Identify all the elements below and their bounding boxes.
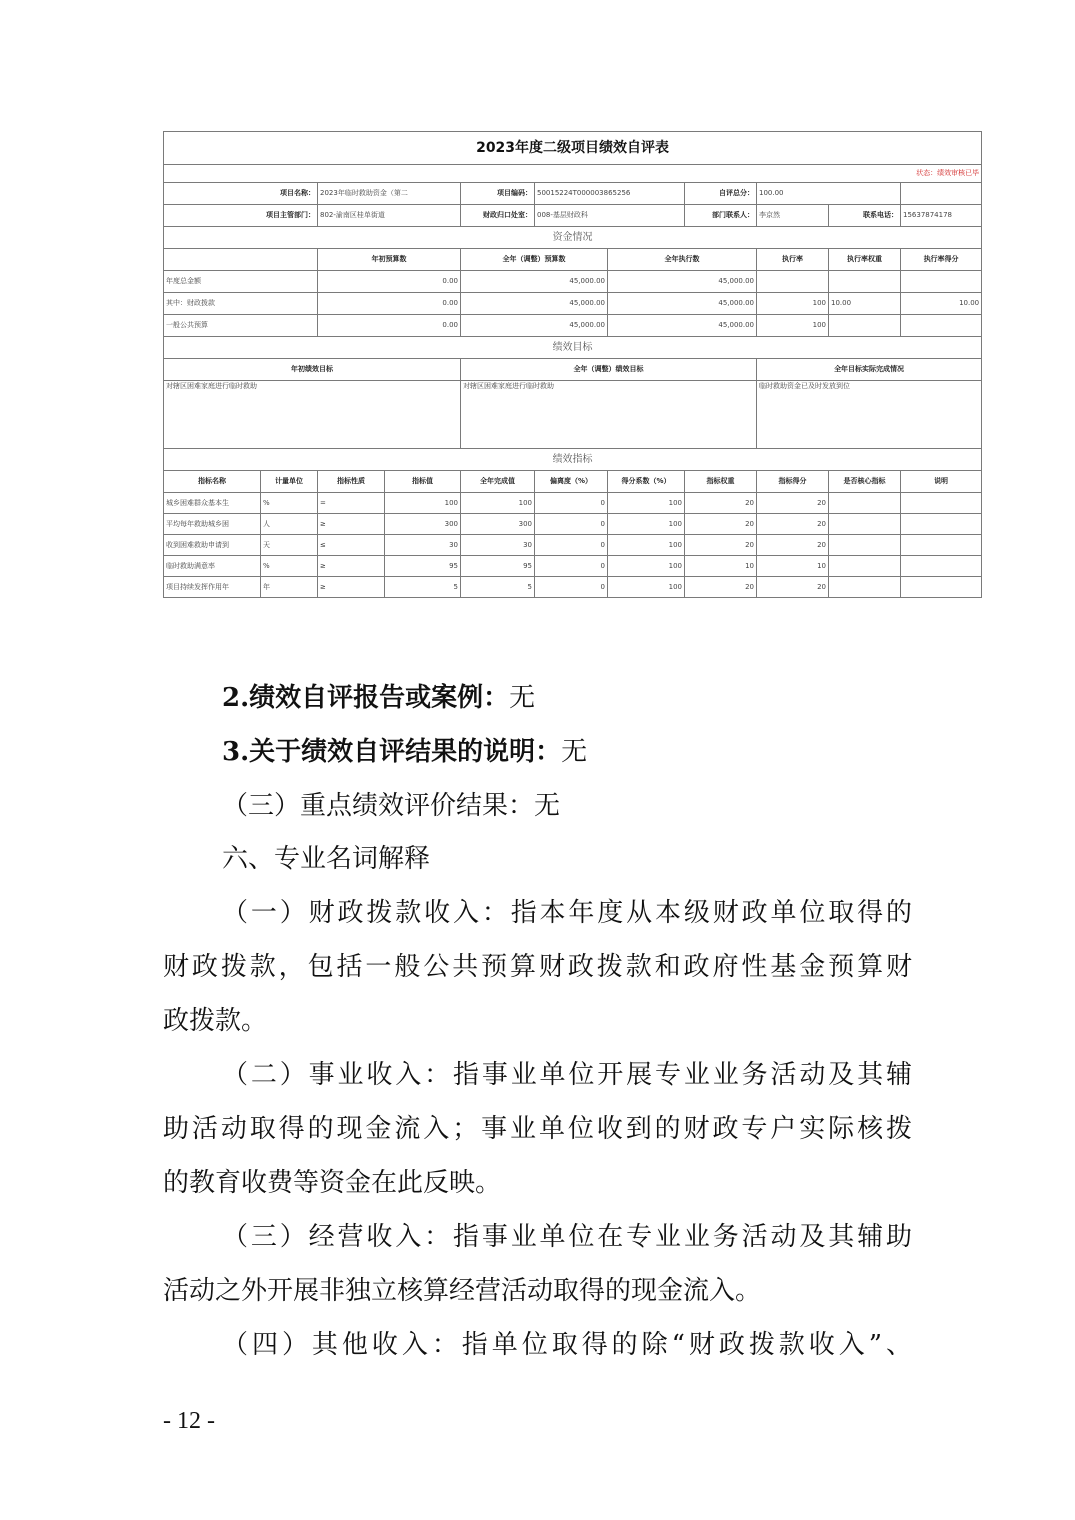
status-value: 绩效审核已毕 [937, 169, 980, 177]
indicator-cell: 0 [535, 493, 608, 514]
paragraph-line: 政拨款。 [163, 1006, 268, 1036]
indicator-cell: 平均每年救助城乡困 [164, 514, 261, 535]
fund-cell: 45,000.00 [461, 293, 608, 315]
status-label: 状态： [916, 169, 938, 177]
goal-adjusted: 对辖区困难家庭进行临时救助 [461, 381, 757, 449]
fund-cell: 0.00 [318, 271, 461, 293]
indicator-cell: 100 [461, 493, 535, 514]
indicator-section-header: 绩效指标 [164, 449, 982, 471]
indicator-cell: 5 [461, 577, 535, 598]
indicator-header: 是否核心指标 [829, 471, 901, 493]
page-number: - 12 - [163, 1408, 215, 1434]
paragraph-line: 的教育收费等资金在此反映。 [163, 1168, 502, 1198]
indicator-cell [901, 493, 982, 514]
indicator-header-row [164, 471, 982, 493]
fund-cell: 0.00 [318, 293, 461, 315]
goal-header-adjusted: 全年（调整）绩效目标 [461, 359, 757, 381]
dept-value: 802-渝南区桂单街道 [318, 205, 461, 227]
fund-cell: 10.00 [829, 293, 901, 315]
contact-label: 部门联系人： [685, 205, 757, 227]
indicator-cell: 0 [535, 556, 608, 577]
indicator-cell: 项目持续发挥作用年 [164, 577, 261, 598]
indicator-header: 指标得分 [757, 471, 829, 493]
fund-cell: 其中：财政拨款 [164, 293, 318, 315]
indicator-cell [901, 556, 982, 577]
indicator-row [164, 493, 982, 514]
indicator-row [164, 514, 982, 535]
indicator-header: 指标值 [385, 471, 461, 493]
indicator-row [164, 556, 982, 577]
performance-self-evaluation-table [163, 131, 982, 598]
indicator-cell: 20 [685, 535, 757, 556]
item-2-label: 2.绩效自评报告或案例： [222, 683, 510, 713]
project-code-value: 50015224T000003865256 [535, 183, 685, 205]
indicator-cell: 10 [757, 556, 829, 577]
indicator-cell: 城乡困难群众基本生 [164, 493, 261, 514]
fund-header-1: 年初预算数 [318, 249, 461, 271]
indicator-header: 得分系数（%） [608, 471, 685, 493]
indicator-cell: 20 [757, 577, 829, 598]
fund-cell: 45,000.00 [461, 315, 608, 337]
project-name-value: 2023年临时救助资金（第二 [318, 183, 461, 205]
paragraph-line: （三）经营收入：指事业单位在专业业务活动及其辅助 [222, 1222, 912, 1252]
fund-row [164, 293, 982, 315]
indicator-cell: 0 [535, 577, 608, 598]
fund-cell [757, 271, 829, 293]
goal-actual: 临时救助资金已及时发放到位 [757, 381, 982, 449]
fund-row [164, 271, 982, 293]
project-code-label: 项目编码： [461, 183, 535, 205]
paragraph-line: 活动之外开展非独立核算经营活动取得的现金流入。 [163, 1276, 762, 1306]
indicator-cell: 20 [685, 493, 757, 514]
indicator-cell: 30 [385, 535, 461, 556]
indicator-cell: 人 [261, 514, 318, 535]
fund-header-5: 执行率权重 [829, 249, 901, 271]
fund-cell [901, 315, 982, 337]
indicator-cell: ≥ [318, 514, 385, 535]
paragraph-line: （四）其他收入：指单位取得的除“财政拨款收入”、 [222, 1330, 912, 1360]
fund-cell: 一般公共预算 [164, 315, 318, 337]
paragraph-line: （二）事业收入：指事业单位开展专业业务活动及其辅 [222, 1060, 912, 1090]
self-score-label: 自评总分： [685, 183, 757, 205]
indicator-cell [829, 535, 901, 556]
indicator-cell [901, 577, 982, 598]
fund-cell [901, 271, 982, 293]
indicator-cell: 300 [461, 514, 535, 535]
indicator-cell: ≤ [318, 535, 385, 556]
fund-cell: 年度总金额 [164, 271, 318, 293]
indicator-cell: 20 [757, 514, 829, 535]
goal-initial: 对辖区困难家庭进行临时救助 [164, 381, 461, 449]
indicator-cell [829, 493, 901, 514]
empty-cell [901, 183, 982, 205]
fund-row [164, 315, 982, 337]
fund-header-0 [164, 249, 318, 271]
indicator-cell [829, 514, 901, 535]
indicator-cell: 10 [685, 556, 757, 577]
indicator-cell: 100 [608, 556, 685, 577]
indicator-row [164, 577, 982, 598]
fund-cell: 45,000.00 [608, 271, 757, 293]
fund-cell: 100 [757, 315, 829, 337]
indicator-header: 指标权重 [685, 471, 757, 493]
fund-cell [829, 315, 901, 337]
fund-header-3: 全年执行数 [608, 249, 757, 271]
indicator-cell: 0 [535, 535, 608, 556]
goal-section-header: 绩效目标 [164, 337, 982, 359]
fund-cell: 45,000.00 [608, 293, 757, 315]
indicator-cell: 5 [385, 577, 461, 598]
indicator-cell: 收到困难救助申请到 [164, 535, 261, 556]
indicator-cell: 20 [685, 514, 757, 535]
goal-header-initial: 年初绩效目标 [164, 359, 461, 381]
dept-label: 项目主管部门： [164, 205, 318, 227]
indicator-cell: 临时救助满意率 [164, 556, 261, 577]
status-row [164, 165, 982, 183]
section-six-heading: 六、专业名词解释 [222, 844, 431, 874]
indicator-cell: ≥ [318, 577, 385, 598]
goal-header-actual: 全年目标实际完成情况 [757, 359, 982, 381]
indicator-cell: 100 [608, 514, 685, 535]
fin-dept-label: 财政归口处室： [461, 205, 535, 227]
project-name-label: 项目名称： [164, 183, 318, 205]
fund-header-2: 全年（调整）预算数 [461, 249, 608, 271]
phone-value: 15637874178 [901, 205, 982, 227]
key-evaluation-result: （三）重点绩效评价结果：无 [222, 791, 561, 821]
item-3-label: 3.关于绩效自评结果的说明： [222, 737, 562, 767]
indicator-cell: 95 [461, 556, 535, 577]
fund-cell: 45,000.00 [461, 271, 608, 293]
indicator-cell: % [261, 556, 318, 577]
indicator-header: 指标名称 [164, 471, 261, 493]
indicator-cell [829, 556, 901, 577]
indicator-cell: 年 [261, 577, 318, 598]
indicator-header: 计量单位 [261, 471, 318, 493]
indicator-cell: 20 [757, 535, 829, 556]
fund-cell: 45,000.00 [608, 315, 757, 337]
indicator-header: 指标性质 [318, 471, 385, 493]
indicator-header: 全年完成值 [461, 471, 535, 493]
paragraph-line: 助活动取得的现金流入；事业单位收到的财政专户实际核拨 [163, 1114, 912, 1144]
indicator-cell: 天 [261, 535, 318, 556]
indicator-header: 偏离度（%） [535, 471, 608, 493]
contact-value: 李京然 [757, 205, 829, 227]
item-2-heading [222, 678, 535, 718]
indicator-cell: % [261, 493, 318, 514]
item-3-heading [222, 732, 587, 772]
table-title: 2023年度二级项目绩效自评表 [164, 132, 982, 165]
indicator-cell: ≥ [318, 556, 385, 577]
fund-section-header: 资金情况 [164, 227, 982, 249]
indicator-cell [901, 535, 982, 556]
item-2-value: 无 [509, 683, 536, 713]
indicator-cell: 30 [461, 535, 535, 556]
indicator-header: 说明 [901, 471, 982, 493]
item-3-value: 无 [561, 737, 588, 767]
indicator-cell: 100 [608, 577, 685, 598]
indicator-cell: 20 [757, 493, 829, 514]
indicator-cell: 100 [608, 535, 685, 556]
fin-dept-value: 008-基层财政科 [535, 205, 685, 227]
fund-cell: 0.00 [318, 315, 461, 337]
indicator-cell: 20 [685, 577, 757, 598]
fund-header-6: 执行率得分 [901, 249, 982, 271]
paragraph-line: （一）财政拨款收入：指本年度从本级财政单位取得的 [222, 898, 912, 928]
indicator-cell: 100 [608, 493, 685, 514]
fund-cell: 10.00 [901, 293, 982, 315]
paragraph-line: 财政拨款，包括一般公共预算财政拨款和政府性基金预算财 [163, 952, 912, 982]
indicator-cell [829, 577, 901, 598]
self-score-value: 100.00 [757, 183, 901, 205]
phone-label: 联系电话： [829, 205, 901, 227]
indicator-row [164, 535, 982, 556]
indicator-cell: 100 [385, 493, 461, 514]
indicator-cell [901, 514, 982, 535]
fund-cell [829, 271, 901, 293]
fund-cell: 100 [757, 293, 829, 315]
indicator-cell: = [318, 493, 385, 514]
fund-header-4: 执行率 [757, 249, 829, 271]
indicator-cell: 95 [385, 556, 461, 577]
indicator-cell: 300 [385, 514, 461, 535]
indicator-cell: 0 [535, 514, 608, 535]
